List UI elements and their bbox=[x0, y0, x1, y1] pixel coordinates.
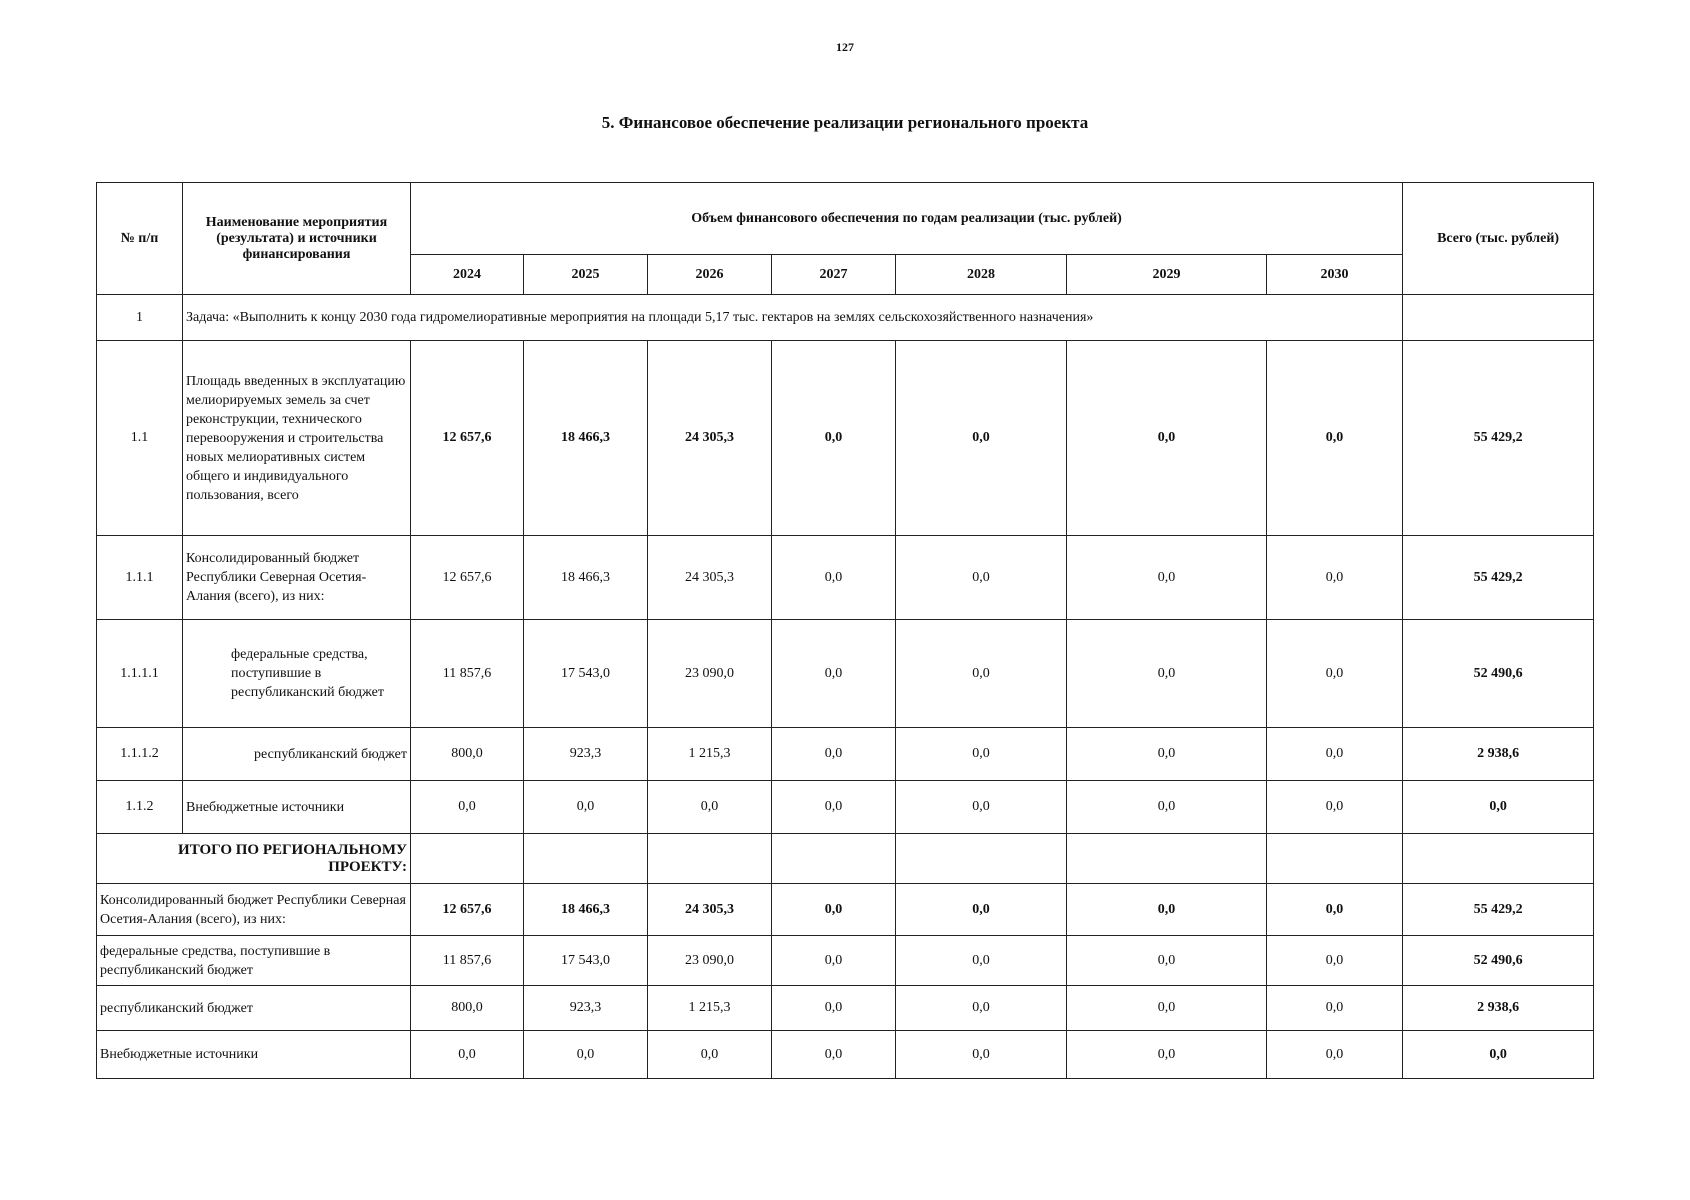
value-cell: 0,0 bbox=[524, 1031, 648, 1079]
value-cell: 0,0 bbox=[1067, 620, 1267, 728]
value-cell: 17 543,0 bbox=[524, 620, 648, 728]
total-cell: 2 938,6 bbox=[1403, 986, 1594, 1031]
value-cell: 24 305,3 bbox=[648, 884, 772, 936]
value-cell: 0,0 bbox=[896, 728, 1067, 781]
value-cell: 0,0 bbox=[896, 620, 1067, 728]
task-num: 1 bbox=[97, 295, 183, 341]
row-name: федеральные средства, поступившие в республиканский бюджет bbox=[183, 620, 411, 728]
row-name: Площадь введенных в эксплуатацию мелиорируемых земель за счет реконструкции, технического перевооружения и строительства новых мелиоративных систем общего и индивидуального пользования, всего bbox=[183, 341, 411, 536]
header-row bbox=[97, 183, 1594, 255]
value-cell: 0,0 bbox=[772, 728, 896, 781]
table-row bbox=[97, 341, 1594, 536]
value-cell: 0,0 bbox=[1267, 620, 1403, 728]
year-2027: 2027 bbox=[772, 255, 896, 295]
summary-row-name: Внебюджетные источники bbox=[97, 1031, 411, 1079]
summary-row-name: федеральные средства, поступившие в республиканский бюджет bbox=[97, 936, 411, 986]
value-cell: 923,3 bbox=[524, 728, 648, 781]
summary-row-name: Консолидированный бюджет Республики Северная Осетия-Алания (всего), из них: bbox=[97, 884, 411, 936]
total-cell: 55 429,2 bbox=[1403, 341, 1594, 536]
value-cell: 12 657,6 bbox=[411, 884, 524, 936]
value-cell: 0,0 bbox=[1267, 1031, 1403, 1079]
value-cell: 23 090,0 bbox=[648, 620, 772, 728]
table-row bbox=[97, 781, 1594, 834]
row-num: 1.1.1 bbox=[97, 536, 183, 620]
value-cell: 11 857,6 bbox=[411, 936, 524, 986]
value-cell: 0,0 bbox=[1067, 1031, 1267, 1079]
task-empty-cell bbox=[1403, 295, 1594, 341]
summary-row bbox=[97, 884, 1594, 936]
value-cell: 0,0 bbox=[411, 781, 524, 834]
value-cell: 0,0 bbox=[896, 536, 1067, 620]
value-cell: 0,0 bbox=[1267, 536, 1403, 620]
total-cell: 55 429,2 bbox=[1403, 536, 1594, 620]
page-number: 127 bbox=[836, 40, 854, 54]
total-cell: 52 490,6 bbox=[1403, 620, 1594, 728]
row-num: 1.1 bbox=[97, 341, 183, 536]
table-row bbox=[97, 536, 1594, 620]
empty-cell bbox=[411, 834, 524, 884]
value-cell: 24 305,3 bbox=[648, 341, 772, 536]
row-num: 1.1.2 bbox=[97, 781, 183, 834]
table-row bbox=[97, 620, 1594, 728]
total-cell: 52 490,6 bbox=[1403, 936, 1594, 986]
value-cell: 0,0 bbox=[772, 341, 896, 536]
value-cell: 0,0 bbox=[648, 1031, 772, 1079]
empty-cell bbox=[1067, 834, 1267, 884]
year-2024: 2024 bbox=[411, 255, 524, 295]
empty-cell bbox=[648, 834, 772, 884]
financing-table bbox=[96, 182, 1594, 1079]
empty-cell bbox=[772, 834, 896, 884]
value-cell: 0,0 bbox=[772, 536, 896, 620]
value-cell: 0,0 bbox=[1267, 781, 1403, 834]
row-num: 1.1.1.1 bbox=[97, 620, 183, 728]
task-row bbox=[97, 295, 1594, 341]
summary-row bbox=[97, 986, 1594, 1031]
summary-header-row bbox=[97, 834, 1594, 884]
section-title: 5. Финансовое обеспечение реализации регионального проекта bbox=[601, 113, 1089, 132]
empty-cell bbox=[1403, 834, 1594, 884]
value-cell: 800,0 bbox=[411, 986, 524, 1031]
value-cell: 24 305,3 bbox=[648, 536, 772, 620]
value-cell: 0,0 bbox=[896, 781, 1067, 834]
value-cell: 0,0 bbox=[1067, 341, 1267, 536]
value-cell: 0,0 bbox=[1267, 986, 1403, 1031]
table-row bbox=[97, 728, 1594, 781]
row-name: республиканский бюджет bbox=[183, 728, 411, 781]
value-cell: 17 543,0 bbox=[524, 936, 648, 986]
value-cell: 0,0 bbox=[411, 1031, 524, 1079]
header-name: Наименование мероприятия (результата) и источники финансирования bbox=[183, 183, 411, 295]
value-cell: 0,0 bbox=[772, 620, 896, 728]
value-cell: 0,0 bbox=[772, 1031, 896, 1079]
value-cell: 0,0 bbox=[896, 884, 1067, 936]
value-cell: 23 090,0 bbox=[648, 936, 772, 986]
value-cell: 0,0 bbox=[896, 986, 1067, 1031]
value-cell: 0,0 bbox=[896, 341, 1067, 536]
year-2030: 2030 bbox=[1267, 255, 1403, 295]
total-cell: 55 429,2 bbox=[1403, 884, 1594, 936]
value-cell: 0,0 bbox=[772, 884, 896, 936]
year-2025: 2025 bbox=[524, 255, 648, 295]
value-cell: 0,0 bbox=[1267, 728, 1403, 781]
total-cell: 0,0 bbox=[1403, 1031, 1594, 1079]
year-2026: 2026 bbox=[648, 255, 772, 295]
value-cell: 0,0 bbox=[1267, 884, 1403, 936]
year-2028: 2028 bbox=[896, 255, 1067, 295]
value-cell: 0,0 bbox=[896, 936, 1067, 986]
value-cell: 18 466,3 bbox=[524, 536, 648, 620]
header-total: Всего (тыс. рублей) bbox=[1403, 183, 1594, 295]
value-cell: 18 466,3 bbox=[524, 341, 648, 536]
total-cell: 2 938,6 bbox=[1403, 728, 1594, 781]
value-cell: 0,0 bbox=[1267, 341, 1403, 536]
value-cell: 0,0 bbox=[1067, 986, 1267, 1031]
row-name: Внебюджетные источники bbox=[183, 781, 411, 834]
value-cell: 12 657,6 bbox=[411, 341, 524, 536]
value-cell: 0,0 bbox=[1067, 728, 1267, 781]
value-cell: 923,3 bbox=[524, 986, 648, 1031]
year-2029: 2029 bbox=[1067, 255, 1267, 295]
value-cell: 0,0 bbox=[648, 781, 772, 834]
value-cell: 11 857,6 bbox=[411, 620, 524, 728]
value-cell: 0,0 bbox=[896, 1031, 1067, 1079]
header-volume: Объем финансового обеспечения по годам реализации (тыс. рублей) bbox=[411, 183, 1403, 255]
empty-cell bbox=[1267, 834, 1403, 884]
summary-row-name: республиканский бюджет bbox=[97, 986, 411, 1031]
summary-row bbox=[97, 1031, 1594, 1079]
value-cell: 1 215,3 bbox=[648, 728, 772, 781]
value-cell: 0,0 bbox=[524, 781, 648, 834]
value-cell: 0,0 bbox=[1267, 936, 1403, 986]
header-num: № п/п bbox=[97, 183, 183, 295]
value-cell: 0,0 bbox=[1067, 536, 1267, 620]
total-cell: 0,0 bbox=[1403, 781, 1594, 834]
summary-row bbox=[97, 936, 1594, 986]
value-cell: 0,0 bbox=[772, 986, 896, 1031]
value-cell: 0,0 bbox=[1067, 936, 1267, 986]
empty-cell bbox=[896, 834, 1067, 884]
value-cell: 800,0 bbox=[411, 728, 524, 781]
empty-cell bbox=[524, 834, 648, 884]
value-cell: 1 215,3 bbox=[648, 986, 772, 1031]
value-cell: 0,0 bbox=[772, 936, 896, 986]
row-num: 1.1.1.2 bbox=[97, 728, 183, 781]
summary-label: ИТОГО ПО РЕГИОНАЛЬНОМУ ПРОЕКТУ: bbox=[97, 834, 411, 884]
value-cell: 18 466,3 bbox=[524, 884, 648, 936]
value-cell: 12 657,6 bbox=[411, 536, 524, 620]
value-cell: 0,0 bbox=[1067, 884, 1267, 936]
task-text: Задача: «Выполнить к концу 2030 года гидромелиоративные мероприятия на площади 5,17 тыс. гектаров на землях сельскохозяйственного назначения» bbox=[183, 295, 1403, 341]
value-cell: 0,0 bbox=[1067, 781, 1267, 834]
value-cell: 0,0 bbox=[772, 781, 896, 834]
row-name: Консолидированный бюджет Республики Северная Осетия-Алания (всего), из них: bbox=[183, 536, 411, 620]
